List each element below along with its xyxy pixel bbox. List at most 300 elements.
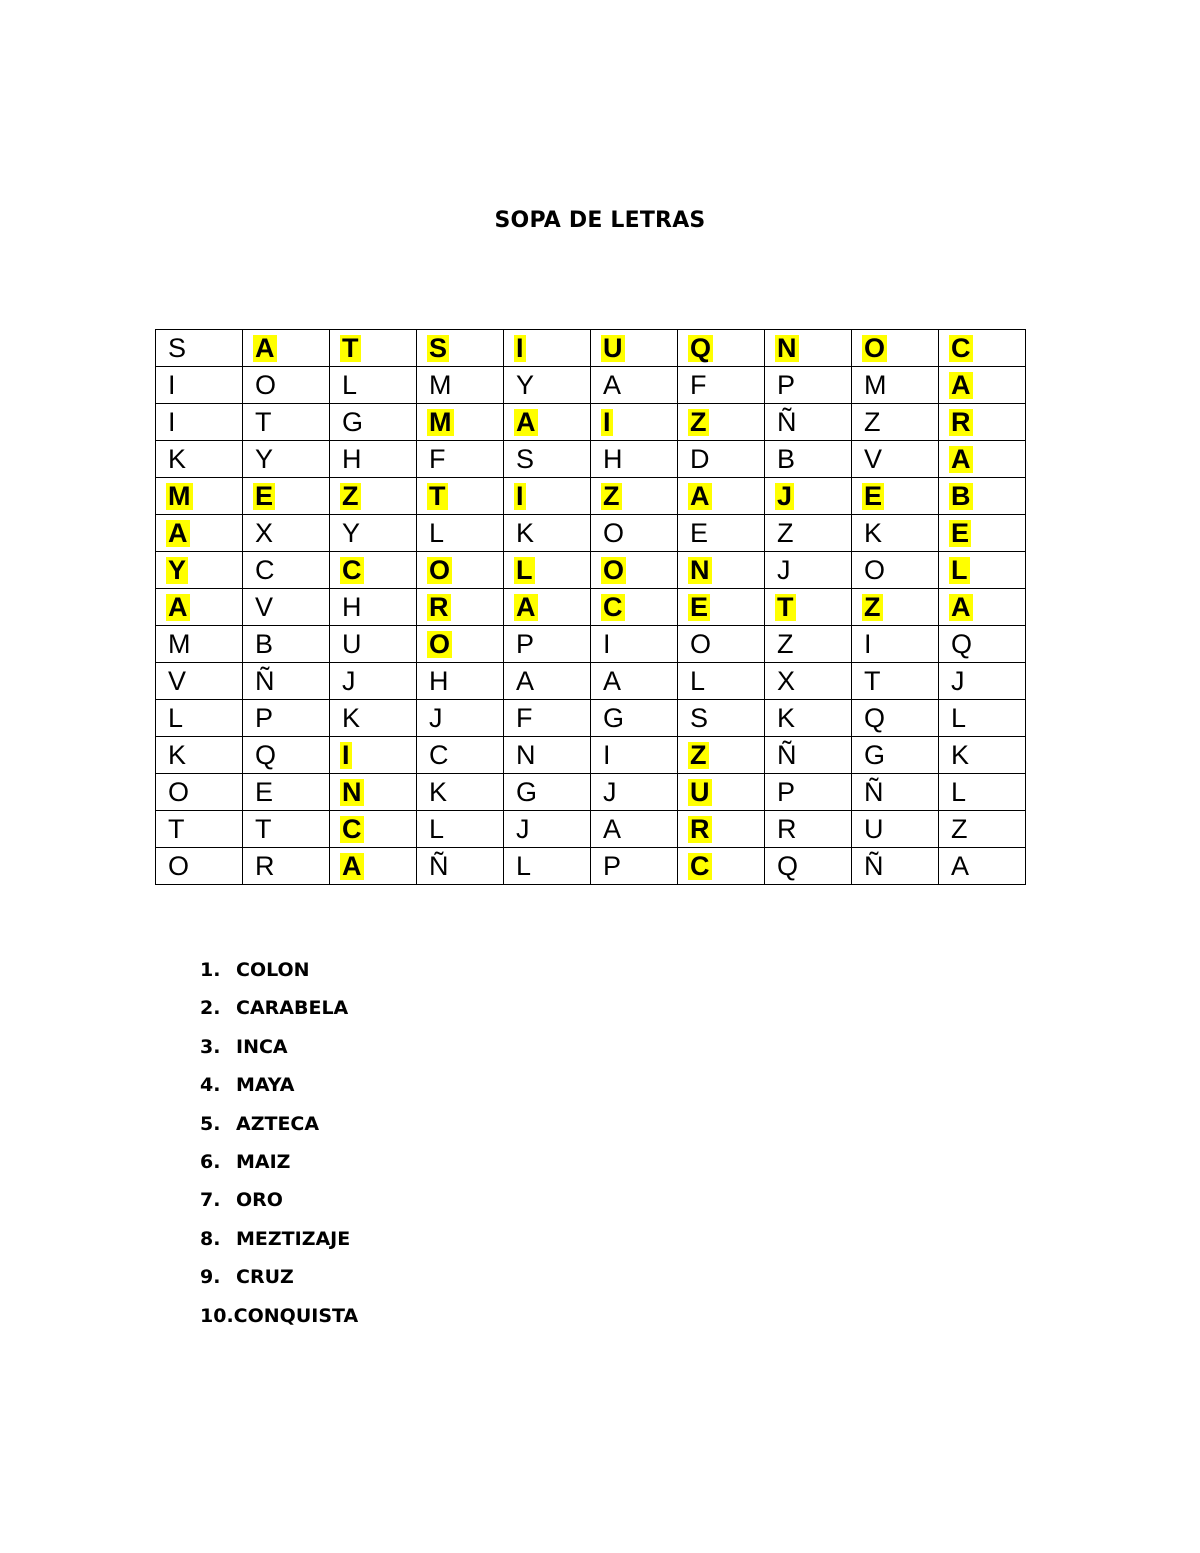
grid-cell: [765, 552, 852, 589]
page-title: SOPA DE LETRAS: [494, 208, 706, 233]
grid-cell: [330, 515, 417, 552]
highlighted-letter: Y: [168, 554, 187, 585]
grid-letter: Z: [777, 517, 794, 548]
grid-cell: [765, 367, 852, 404]
list-item: [200, 1107, 358, 1145]
grid-cell: [504, 700, 591, 737]
highlighted-letter: Z: [864, 591, 881, 622]
list-item: [200, 1145, 358, 1183]
grid-row: [156, 552, 1026, 589]
grid-row: [156, 811, 1026, 848]
list-item-word: AZTECA: [236, 1112, 320, 1135]
list-item-number: 2.: [200, 997, 221, 1020]
grid-cell: [852, 737, 939, 774]
grid-cell: [504, 848, 591, 885]
grid-cell: [330, 626, 417, 663]
highlighted-letter: I: [603, 406, 611, 437]
grid-cell: [504, 515, 591, 552]
grid-letter: J: [951, 665, 965, 696]
grid-cell: [678, 367, 765, 404]
grid-letter: K: [342, 702, 361, 733]
grid-letter: J: [429, 702, 443, 733]
grid-row: [156, 663, 1026, 700]
grid-letter: Y: [255, 443, 274, 474]
grid-letter: F: [429, 443, 446, 474]
highlighted-letter: L: [951, 554, 968, 585]
grid-letter: L: [951, 776, 967, 807]
highlighted-letter: N: [690, 554, 710, 585]
grid-letter: K: [951, 739, 970, 770]
list-item-number: 4.: [200, 1074, 221, 1097]
list-item-word: COLON: [236, 959, 310, 981]
grid-letter: P: [516, 628, 535, 659]
grid-letter: Ñ: [864, 776, 884, 807]
grid-letter: N: [516, 739, 536, 770]
grid-letter: K: [777, 702, 796, 733]
grid-letter: D: [690, 443, 710, 474]
grid-cell: [678, 330, 765, 367]
grid-cell: [591, 774, 678, 811]
grid-letter: A: [603, 813, 622, 844]
grid-letter: B: [255, 628, 274, 659]
grid-letter: T: [255, 813, 272, 844]
highlighted-letter: A: [516, 591, 536, 622]
grid-letter: I: [168, 369, 176, 400]
grid-cell: [852, 589, 939, 626]
grid-cell: [591, 330, 678, 367]
highlighted-letter: L: [516, 554, 533, 585]
grid-letter: A: [603, 369, 622, 400]
grid-cell: [939, 811, 1026, 848]
word-list: [200, 953, 358, 1337]
grid-letter: Q: [777, 850, 799, 881]
highlighted-letter: A: [516, 406, 536, 437]
grid-letter: J: [603, 776, 617, 807]
list-item: [200, 1299, 358, 1337]
list-item: [200, 1068, 358, 1106]
grid-cell: [417, 663, 504, 700]
highlighted-letter: C: [603, 591, 623, 622]
grid-cell: [591, 478, 678, 515]
grid-letter: Z: [951, 813, 968, 844]
grid-cell: [156, 700, 243, 737]
grid-cell: [417, 737, 504, 774]
grid-cell: [243, 552, 330, 589]
grid-cell: [939, 700, 1026, 737]
grid-cell: [678, 478, 765, 515]
grid-letter: H: [429, 665, 449, 696]
grid-cell: [243, 515, 330, 552]
highlighted-letter: R: [951, 406, 971, 437]
grid-letter: A: [603, 665, 622, 696]
highlighted-letter: T: [429, 480, 446, 511]
grid-cell: [591, 441, 678, 478]
grid-cell: [939, 404, 1026, 441]
grid-cell: [504, 367, 591, 404]
grid-cell: [678, 848, 765, 885]
grid-letter: L: [951, 702, 967, 733]
highlighted-letter: M: [429, 406, 452, 437]
grid-cell: [243, 589, 330, 626]
list-item-word: CONQUISTA: [233, 1304, 359, 1327]
grid-cell: [852, 774, 939, 811]
grid-cell: [591, 737, 678, 774]
grid-cell: [678, 663, 765, 700]
highlighted-letter: T: [777, 591, 794, 622]
grid-cell: [330, 404, 417, 441]
grid-letter: Y: [342, 517, 361, 548]
grid-letter: I: [864, 628, 872, 659]
grid-cell: [852, 478, 939, 515]
grid-cell: [852, 404, 939, 441]
grid-letter: F: [690, 369, 707, 400]
grid-cell: [330, 737, 417, 774]
highlighted-letter: O: [429, 554, 451, 585]
grid-letter: O: [168, 776, 190, 807]
grid-cell: [417, 774, 504, 811]
list-item: [200, 953, 358, 991]
grid-letter: O: [255, 369, 277, 400]
grid-letter: L: [342, 369, 358, 400]
grid-cell: [417, 404, 504, 441]
grid-cell: [504, 737, 591, 774]
list-item-word: CRUZ: [236, 1266, 294, 1289]
grid-letter: X: [255, 517, 274, 548]
highlighted-letter: O: [603, 554, 625, 585]
grid-letter: M: [168, 628, 191, 659]
grid-cell: [765, 700, 852, 737]
list-item: [200, 1260, 358, 1298]
grid-cell: [330, 367, 417, 404]
list-item-number: 7.: [200, 1189, 221, 1212]
grid-cell: [765, 330, 852, 367]
grid-letter: Ñ: [429, 850, 449, 881]
grid-cell: [765, 737, 852, 774]
grid-cell: [939, 367, 1026, 404]
list-item: [200, 1030, 358, 1068]
highlighted-letter: J: [777, 480, 793, 511]
grid-cell: [156, 848, 243, 885]
grid-cell: [852, 663, 939, 700]
grid-letter: K: [516, 517, 535, 548]
grid-cell: [765, 848, 852, 885]
grid-cell: [852, 848, 939, 885]
grid-letter: Z: [864, 406, 881, 437]
grid-cell: [504, 663, 591, 700]
grid-letter: E: [255, 776, 274, 807]
grid-cell: [330, 441, 417, 478]
grid-cell: [156, 515, 243, 552]
grid-cell: [678, 700, 765, 737]
grid-cell: [852, 441, 939, 478]
grid-letter: T: [864, 665, 881, 696]
highlighted-letter: E: [690, 591, 709, 622]
grid-letter: G: [603, 702, 625, 733]
grid-letter: I: [603, 628, 611, 659]
grid-letter: O: [864, 554, 886, 585]
highlighted-letter: C: [690, 850, 710, 881]
grid-cell: [504, 626, 591, 663]
grid-row: [156, 626, 1026, 663]
grid-letter: S: [516, 443, 535, 474]
grid-letter: A: [951, 850, 970, 881]
grid-cell: [939, 441, 1026, 478]
highlighted-letter: A: [951, 591, 971, 622]
grid-cell: [939, 515, 1026, 552]
grid-letter: P: [603, 850, 622, 881]
list-item: [200, 1183, 358, 1221]
highlighted-letter: A: [951, 443, 971, 474]
grid-cell: [591, 663, 678, 700]
grid-cell: [504, 478, 591, 515]
highlighted-letter: I: [516, 480, 524, 511]
highlighted-letter: N: [777, 332, 797, 363]
grid-cell: [243, 404, 330, 441]
grid-cell: [852, 367, 939, 404]
grid-letter: J: [777, 554, 791, 585]
grid-letter: J: [516, 813, 530, 844]
grid-cell: [591, 404, 678, 441]
grid-cell: [330, 848, 417, 885]
grid-cell: [504, 811, 591, 848]
grid-letter: P: [255, 702, 274, 733]
grid-letter: K: [168, 443, 187, 474]
grid-cell: [765, 626, 852, 663]
grid-letter: F: [516, 702, 533, 733]
highlighted-letter: A: [168, 517, 188, 548]
grid-letter: G: [516, 776, 538, 807]
grid-cell: [678, 589, 765, 626]
highlighted-letter: C: [951, 332, 971, 363]
grid-cell: [591, 552, 678, 589]
grid-cell: [678, 811, 765, 848]
grid-cell: [330, 774, 417, 811]
grid-row: [156, 848, 1026, 885]
grid-cell: [330, 589, 417, 626]
grid-letter: M: [429, 369, 452, 400]
grid-cell: [417, 848, 504, 885]
grid-letter: P: [777, 776, 796, 807]
list-item: [200, 991, 358, 1029]
grid-letter: Q: [255, 739, 277, 770]
grid-cell: [243, 737, 330, 774]
grid-cell: [156, 626, 243, 663]
highlighted-letter: M: [168, 480, 191, 511]
highlighted-letter: Q: [690, 332, 712, 363]
grid-letter: V: [255, 591, 274, 622]
grid-row: [156, 330, 1026, 367]
grid-cell: [417, 552, 504, 589]
highlighted-letter: B: [951, 480, 971, 511]
grid-letter: S: [168, 332, 187, 363]
highlighted-letter: Z: [342, 480, 359, 511]
grid-cell: [504, 552, 591, 589]
grid-letter: G: [864, 739, 886, 770]
grid-letter: B: [777, 443, 796, 474]
grid-cell: [243, 848, 330, 885]
grid-cell: [765, 515, 852, 552]
grid-cell: [156, 330, 243, 367]
highlighted-letter: A: [951, 369, 971, 400]
grid-letter: C: [255, 554, 275, 585]
grid-cell: [243, 478, 330, 515]
grid-letter: L: [168, 702, 184, 733]
list-item-number: 10.: [200, 1304, 234, 1327]
grid-letter: X: [777, 665, 796, 696]
grid-cell: [939, 626, 1026, 663]
grid-cell: [939, 663, 1026, 700]
highlighted-letter: E: [951, 517, 970, 548]
highlighted-letter: Z: [690, 406, 707, 437]
grid-cell: [417, 700, 504, 737]
grid-cell: [852, 330, 939, 367]
highlighted-letter: A: [342, 850, 362, 881]
grid-letter: L: [429, 813, 445, 844]
grid-cell: [417, 589, 504, 626]
grid-cell: [678, 515, 765, 552]
list-item-word: CARABELA: [236, 997, 349, 1020]
grid-letter: Ñ: [777, 739, 797, 770]
grid-letter: Q: [951, 628, 973, 659]
grid-letter: Z: [777, 628, 794, 659]
grid-row: [156, 700, 1026, 737]
grid-letter: H: [603, 443, 623, 474]
grid-cell: [591, 848, 678, 885]
list-item-word: MAIZ: [236, 1150, 291, 1173]
grid-cell: [156, 589, 243, 626]
grid-letter: L: [690, 665, 706, 696]
grid-cell: [765, 811, 852, 848]
grid-letter: I: [168, 406, 176, 437]
grid-body: [156, 330, 1026, 885]
highlighted-letter: E: [255, 480, 274, 511]
grid-cell: [243, 700, 330, 737]
grid-cell: [765, 589, 852, 626]
grid-cell: [852, 811, 939, 848]
grid-cell: [852, 626, 939, 663]
grid-letter: T: [255, 406, 272, 437]
word-search-grid: [155, 329, 1026, 885]
list-item-number: 8.: [200, 1227, 221, 1250]
grid-cell: [156, 774, 243, 811]
highlighted-letter: A: [690, 480, 710, 511]
grid-cell: [156, 811, 243, 848]
grid-row: [156, 441, 1026, 478]
grid-letter: O: [168, 850, 190, 881]
grid-cell: [330, 552, 417, 589]
grid-letter: G: [342, 406, 364, 437]
grid-cell: [678, 404, 765, 441]
highlighted-letter: C: [342, 554, 362, 585]
grid-cell: [156, 441, 243, 478]
highlighted-letter: S: [429, 332, 448, 363]
grid-row: [156, 367, 1026, 404]
grid-letter: H: [342, 443, 362, 474]
grid-cell: [156, 404, 243, 441]
grid-cell: [591, 515, 678, 552]
grid-cell: [939, 737, 1026, 774]
grid-cell: [939, 848, 1026, 885]
highlighted-letter: R: [429, 591, 449, 622]
grid-letter: V: [168, 665, 187, 696]
grid-letter: H: [342, 591, 362, 622]
grid-letter: J: [342, 665, 356, 696]
grid-cell: [852, 515, 939, 552]
grid-cell: [939, 589, 1026, 626]
list-item-word: INCA: [236, 1035, 288, 1058]
grid-letter: V: [864, 443, 883, 474]
grid-letter: Ñ: [255, 665, 275, 696]
grid-cell: [765, 404, 852, 441]
grid-cell: [417, 515, 504, 552]
grid-cell: [243, 367, 330, 404]
grid-cell: [852, 700, 939, 737]
grid-cell: [417, 478, 504, 515]
grid-cell: [504, 441, 591, 478]
list-item-number: 3.: [200, 1035, 221, 1058]
highlighted-letter: T: [342, 332, 359, 363]
grid-cell: [504, 404, 591, 441]
grid-letter: Q: [864, 702, 886, 733]
highlighted-letter: E: [864, 480, 883, 511]
grid-cell: [678, 552, 765, 589]
highlighted-letter: A: [255, 332, 275, 363]
highlighted-letter: U: [603, 332, 623, 363]
grid-cell: [243, 441, 330, 478]
grid-row: [156, 478, 1026, 515]
grid-cell: [243, 811, 330, 848]
grid-row: [156, 589, 1026, 626]
grid-cell: [417, 330, 504, 367]
grid-cell: [330, 700, 417, 737]
grid-cell: [939, 330, 1026, 367]
grid-cell: [504, 589, 591, 626]
grid-row: [156, 404, 1026, 441]
highlighted-letter: A: [168, 591, 188, 622]
grid-letter: C: [429, 739, 449, 770]
grid-cell: [678, 441, 765, 478]
highlighted-letter: R: [690, 813, 710, 844]
grid-cell: [156, 367, 243, 404]
grid-cell: [765, 774, 852, 811]
grid-letter: P: [777, 369, 796, 400]
grid-cell: [330, 811, 417, 848]
grid-cell: [417, 626, 504, 663]
grid-letter: U: [864, 813, 884, 844]
grid-cell: [591, 626, 678, 663]
grid-row: [156, 774, 1026, 811]
grid-letter: Ñ: [777, 406, 797, 437]
grid-cell: [243, 774, 330, 811]
list-item-number: 1.: [200, 959, 221, 981]
grid-cell: [330, 478, 417, 515]
grid-letter: K: [429, 776, 448, 807]
grid-row: [156, 737, 1026, 774]
grid-cell: [504, 330, 591, 367]
highlighted-letter: Z: [690, 739, 707, 770]
grid-cell: [678, 774, 765, 811]
grid-cell: [417, 441, 504, 478]
grid-letter: E: [690, 517, 709, 548]
grid-row: [156, 515, 1026, 552]
grid-cell: [765, 478, 852, 515]
grid-letter: S: [690, 702, 709, 733]
grid-cell: [243, 663, 330, 700]
grid-letter: O: [690, 628, 712, 659]
grid-letter: O: [603, 517, 625, 548]
grid-letter: T: [168, 813, 185, 844]
list-item-word: MAYA: [236, 1074, 295, 1097]
